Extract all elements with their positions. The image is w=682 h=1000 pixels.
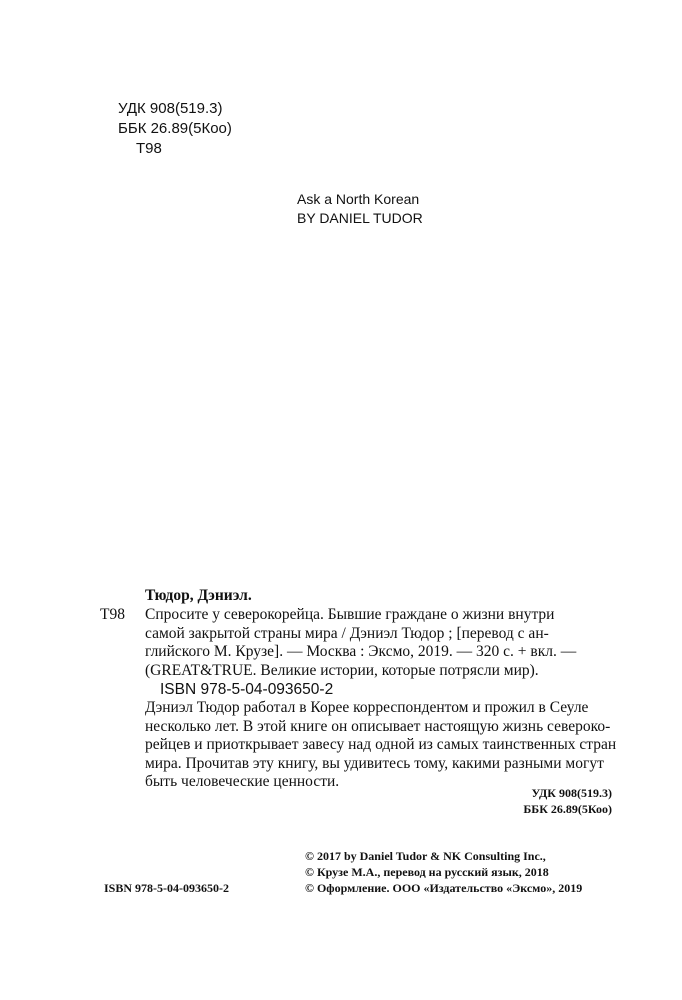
author-code-top: Т98: [136, 140, 162, 157]
bibliographic-code: Т98: [100, 606, 125, 623]
bbk-bottom: ББК 26.89(5Коо): [523, 802, 612, 816]
bibliographic-line-3: глийского М. Крузе]. — Москва : Эксмо, 2019. — 320 с. + вкл. —: [145, 643, 577, 661]
bibliographic-line-2: самой закрытой страны мира / Дэниэл Тюдор ; [перевод с ан-: [145, 624, 549, 642]
bibliographic-line-4: (GREAT&TRUE. Великие истории, которые потрясли мир).: [145, 661, 539, 679]
bbk-top: ББК 26.89(5Коо): [118, 120, 232, 137]
bibliographic-line-1: Спросите у северокорейца. Бывшие граждане о жизни внутри: [145, 606, 555, 623]
original-title: Ask a North Korean: [297, 191, 420, 207]
copyright-line-3: © Оформление. ООО «Издательство «Эксмо», 2019: [305, 881, 583, 895]
annotation-line-4: мира. Прочитав эту книгу, вы удивитесь тому, какими разными могут: [145, 754, 604, 772]
annotation-line-5: быть человеческие ценности.: [145, 773, 340, 791]
annotation-line-1: Дэниэл Тюдор работал в Корее корреспондентом и прожил в Сеуле: [145, 699, 589, 716]
isbn-record: ISBN 978-5-04-093650-2: [160, 681, 334, 698]
isbn-bottom: ISBN 978-5-04-093650-2: [104, 881, 229, 895]
bibliographic-author: Тюдор, Дэниэл.: [145, 587, 252, 604]
annotation-line-3: рейцев и приоткрывает завесу над одной из самых таинственных стран: [145, 736, 617, 754]
annotation-line-2: несколько лет. В этой книге он описывает настоящую жизнь североко-: [145, 717, 611, 735]
original-author: BY DANIEL TUDOR: [297, 210, 423, 226]
udk-bottom: УДК 908(519.3): [531, 786, 612, 800]
copyright-line-1: © 2017 by Daniel Tudor & NK Consulting Inc.,: [305, 849, 546, 863]
udk-top: УДК 908(519.3): [118, 100, 223, 117]
copyright-line-2: © Крузе М.А., перевод на русский язык, 2018: [305, 865, 549, 879]
